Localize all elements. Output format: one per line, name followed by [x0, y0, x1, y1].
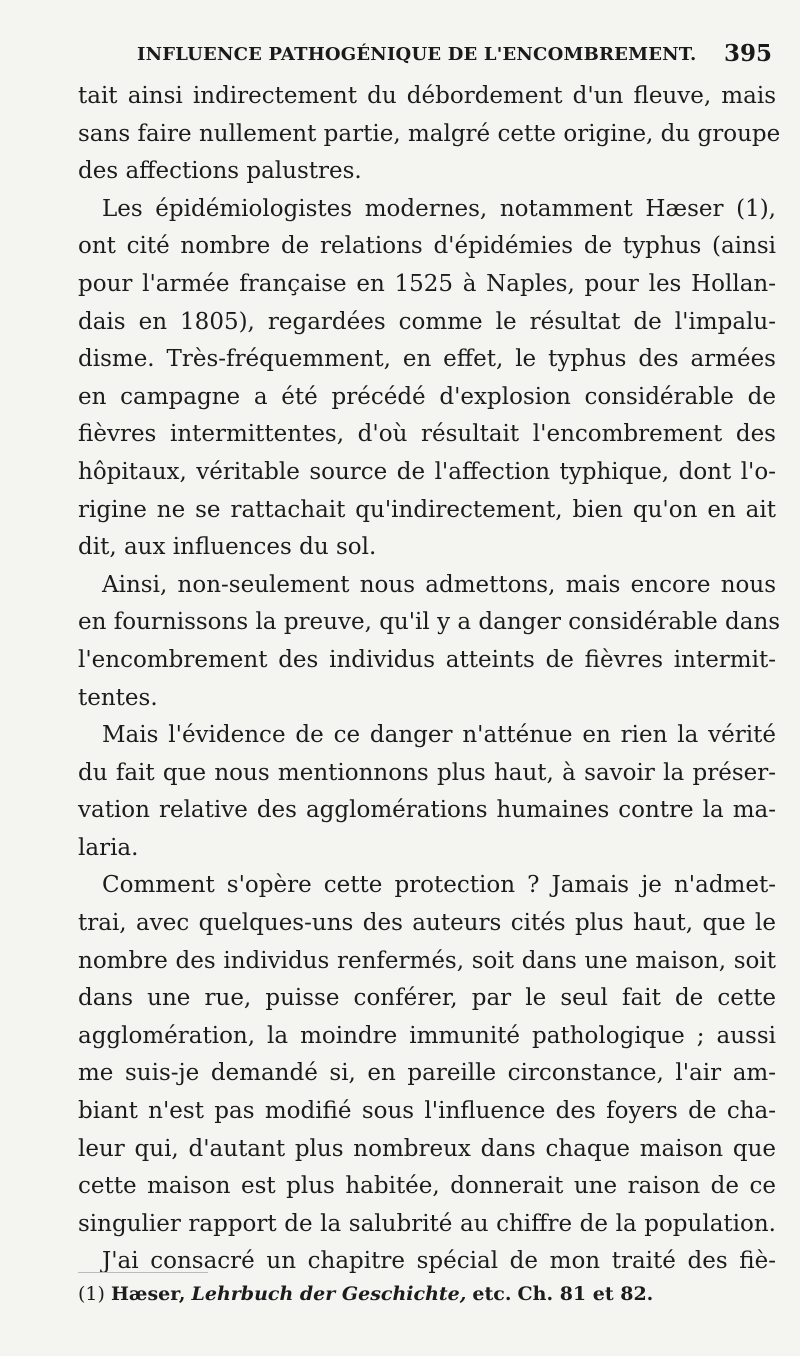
footnote-marker: (1) [78, 1283, 105, 1305]
text-line: dais en 1805), regardées comme le résultat de l'impalu- [78, 308, 776, 335]
text-line: leur qui, d'autant plus nombreux dans chaque maison que [78, 1135, 776, 1162]
page-header [137, 40, 772, 70]
text-line: l'encombrement des individus atteints de fièvres intermit- [78, 646, 776, 673]
footnote [78, 1283, 778, 1305]
page-number: 395 [723, 40, 772, 67]
text-line: disme. Très-fréquemment, en effet, le typhus des armées [78, 346, 776, 373]
text-line: biant n'est pas modifié sous l'influence des foyers de cha- [78, 1098, 776, 1125]
text-line: cette maison est plus habitée, donnerait une raison de ce [78, 1173, 776, 1200]
text-line: fièvres intermittentes, d'où résultait l'encombrement des [78, 421, 776, 448]
text-line: ont cité nombre de relations d'épidémies de typhus (ainsi [78, 233, 776, 260]
text-line: en campagne a été précédé d'explosion considérable de [78, 383, 776, 410]
text-line: des affections palustres. [78, 158, 362, 185]
text-line: Ainsi, non-seulement nous admettons, mais encore nous [102, 571, 776, 598]
text-line: laria. [78, 834, 139, 861]
text-line: me suis-je demandé si, en pareille circonstance, l'air am- [78, 1060, 776, 1087]
text-line: rigine ne se rattachait qu'indirectement, bien qu'on en ait [78, 496, 776, 523]
text-line: J'ai consacré un chapitre spécial de mon traité des fiè- [102, 1248, 776, 1275]
text-line: tait ainsi indirectement du débordement d'un fleuve, mais [78, 83, 776, 109]
text-line: agglomération, la moindre immunité pathologique ; aussi [78, 1022, 776, 1049]
text-line: sans faire nullement partie, malgré cette origine, du groupe [78, 120, 781, 147]
text-line: dans une rue, puisse conférer, par le seul fait de cette [78, 985, 776, 1012]
text-line: en fournissons la preuve, qu'il y a danger considérable dans [78, 609, 781, 636]
text-line: singulier rapport de la salubrité au chiffre de la population. [78, 1210, 776, 1237]
text-line: pour l'armée française en 1525 à Naples, pour les Hollan- [78, 270, 776, 297]
text-line: Comment s'opère cette protection ? Jamais je n'admet- [102, 872, 776, 899]
footnote-rule [78, 1272, 208, 1273]
text-line: nombre des individus renfermés, soit dans une maison, soit [78, 947, 776, 974]
text-line: dit, aux influences du sol. [78, 534, 377, 561]
text-line: vation relative des agglomérations humaines contre la ma- [78, 797, 776, 824]
footnote-etc: etc. [472, 1283, 512, 1305]
text-line: tentes. [78, 684, 158, 711]
running-title: INFLUENCE PATHOGÉNIQUE DE L'ENCOMBREMENT. [137, 44, 697, 65]
text-line: trai, avec quelques-uns des auteurs cités plus haut, que le [78, 910, 776, 937]
footnote-title: Lehrbuch der Geschichte, [191, 1283, 467, 1305]
text-line: Mais l'évidence de ce danger n'atténue en rien la vérité [102, 722, 776, 749]
text-line: du fait que nous mentionnons plus haut, à savoir la préser- [78, 759, 776, 786]
text-line: hôpitaux, véritable source de l'affection typhique, dont l'o- [78, 458, 776, 485]
text-line: Les épidémiologistes modernes, notamment Hæser (1), [102, 195, 776, 222]
footnote-author: Hæser, [110, 1283, 186, 1305]
footnote-chapters: Ch. 81 et 82. [517, 1283, 654, 1305]
body-text [78, 78, 781, 1281]
